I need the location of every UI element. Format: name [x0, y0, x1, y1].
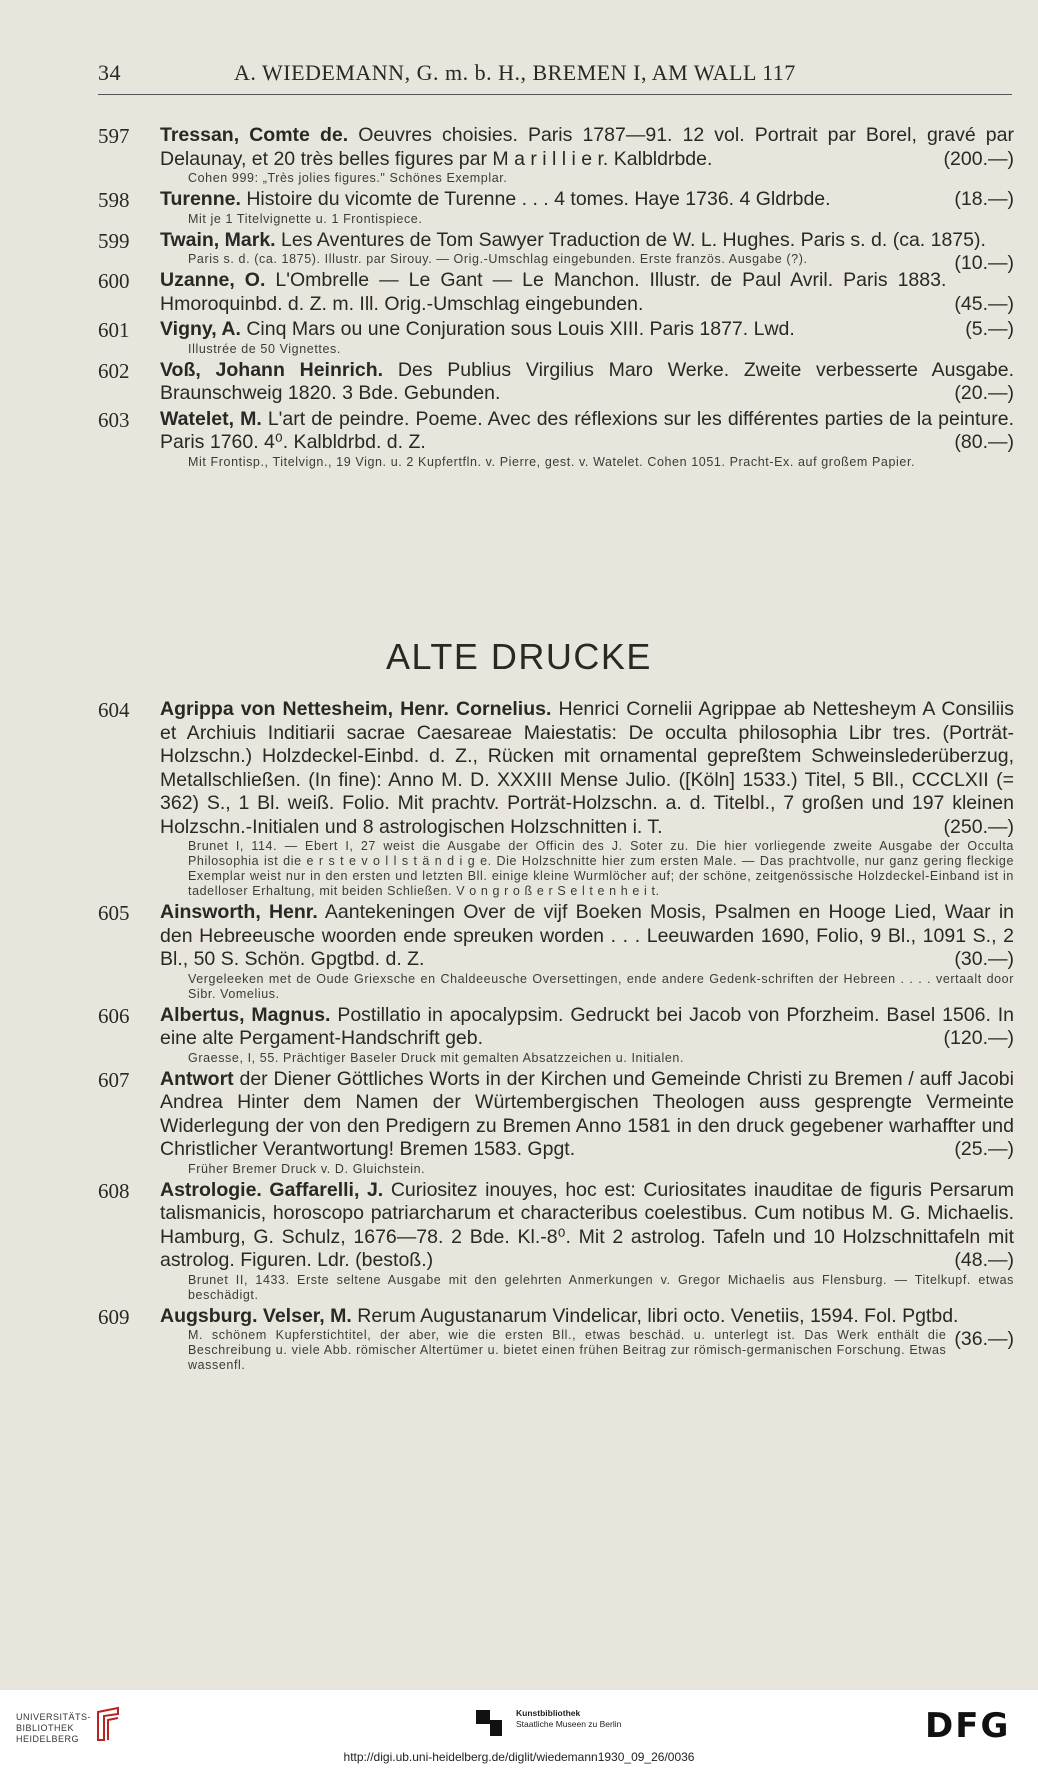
source-url[interactable]: http://digi.ub.uni-heidelberg.de/diglit/wiedemann1930_09_26/0036: [0, 1746, 1038, 1769]
uni-line-1: UNIVERSITÄTS-: [16, 1712, 92, 1722]
entry-number: 600: [98, 269, 130, 293]
uni-line-2: BIBLIOTHEK: [16, 1723, 75, 1733]
catalog-entry: [98, 359, 1014, 406]
entry-price: (200.—): [943, 147, 1014, 170]
footer-logos: [0, 1690, 1038, 1746]
entry-price: (10.—): [954, 252, 1014, 274]
entry-description: [160, 269, 1014, 316]
entry-price: (5.—): [965, 318, 1014, 340]
dfg-logo[interactable]: DFG: [925, 1706, 1011, 1746]
kb-line-1: Kunstbibliothek: [516, 1708, 581, 1718]
entry-text: Des Publius Virgilius Maro Werke. Zweite verbesserte Ausgabe. Braunschweig 1820. 3 Bde. Gebunden.: [160, 358, 1014, 404]
entry-author: Ainsworth, Henr.: [160, 901, 318, 923]
page-header: [98, 58, 1012, 95]
entry-text: Cinq Mars ou une Conjuration sous Louis XIII. Paris 1877. Lwd.: [246, 318, 795, 340]
entry-number: 605: [98, 901, 130, 925]
entry-author: Albertus, Magnus.: [160, 1003, 331, 1026]
entry-note: Mit je 1 Titelvignette u. 1 Frontispiece.: [188, 211, 423, 226]
section-title: ALTE DRUCKE: [386, 636, 652, 677]
entry-note: Graesse, I, 55. Prächtiger Baseler Druck mit gemalten Absatzzeichen u. Initialen.: [188, 1050, 685, 1065]
kb-line-2: Staatliche Museen zu Berlin: [516, 1719, 622, 1729]
entry-number: 599: [98, 228, 130, 253]
kunstbibliothek-logo-icon[interactable]: [476, 1710, 502, 1736]
entry-note: Brunet II, 1433. Erste seltene Ausgabe mit den gelehrten Anmerkungen v. Gregor Michaelis aus Flensburg. — Titelkupf. etwas beschädigt.: [188, 1272, 1014, 1302]
entry-number: 606: [98, 1003, 130, 1028]
entry-text: Oeuvres choisies. Paris 1787—91. 12 vol. Portrait par Borel, gravé par Delaunay, et 20 très belles figures par M a r i l l i e r. Kalbldrbde.: [160, 124, 1014, 170]
entry-number: 598: [98, 188, 130, 212]
uni-line-3: HEIDELBERG: [16, 1734, 80, 1744]
entry-note: Paris s. d. (ca. 1875). Illustr. par Sirouy. — Orig.-Umschlag eingebunden. Erste französ. Ausgabe (?).: [188, 252, 808, 266]
entry-description: [160, 408, 1014, 455]
entry-note: Früher Bremer Druck v. D. Gluichstein.: [188, 1161, 426, 1176]
heidelberg-library-logo[interactable]: [16, 1712, 91, 1745]
entry-author: Voß, Johann Heinrich.: [160, 358, 384, 381]
publisher-heading: A. WIEDEMANN, G. m. b. H., BREMEN I, AM WALL 117: [234, 60, 796, 85]
entry-author: Vigny, A.: [160, 318, 241, 340]
entry-number: 607: [98, 1067, 130, 1092]
catalog-entry: [98, 124, 1014, 186]
catalog-entry: [98, 269, 1014, 316]
entry-description: [160, 124, 1014, 171]
entry-number: 604: [98, 698, 130, 722]
entry-text: L'Ombrelle — Le Gant — Le Manchon. Illustr. de Paul Avril. Paris 1883. Hmoroquinbd. d. Z. m. Ill. Orig.-Umschlag eingebunden.: [160, 269, 947, 315]
catalog-entry: [98, 188, 1014, 227]
entry-author: Twain, Mark.: [160, 228, 276, 251]
entry-author: Agrippa von Nettesheim, Henr. Cornelius.: [160, 698, 552, 720]
entry-price: (80.—): [954, 431, 1014, 453]
entry-number: 597: [98, 124, 130, 148]
entry-description: [160, 318, 1014, 342]
entry-author: Watelet, M.: [160, 407, 262, 430]
entry-note: Cohen 999: „Très jolies figures." Schönes Exemplar.: [188, 171, 508, 185]
catalog-entry: [98, 228, 1014, 274]
entry-price: (250.—): [943, 815, 1014, 838]
page-number: 34: [98, 60, 121, 85]
entry-text: Postillatio in apocalypsim. Gedruckt bei Jacob von Pforzheim. Basel 1506. In eine alte Pergament-Handschrift geb.: [160, 1003, 1014, 1049]
entry-text: Rerum Augustanarum Vindelicar, libri octo. Venetiis, 1594. Fol. Pgtbd.: [357, 1304, 959, 1327]
entry-price: (48.—): [954, 1249, 1014, 1271]
entry-description: [160, 901, 1014, 972]
entry-text: Henrici Cornelii Agrippae ab Nettesheym A Consiliis et Archiuis Inditiarii sacrae Caesareae Maiestatis: De occulta philosophia Libr tres. (Porträt-Holzschn.) Holzdeckel-Einbd. d. Z., Rücken mit ornamental gepreßtem Schweinslederüberzug, Metallschließen. (In fine): Anno M. D. XXXIII Mense Julio. ([Köln] 1533.) Titel, 5 Bll., CCCLXII (= 362) S., 1 Bl. weiß. Folio. Mit prachtv. Porträt-Holzschn. a. d. Titelbl., 7 großen und 197 kleinen Holzschn.-Initialen und 8 astrologischen Holzschnitten i. T.: [160, 698, 1015, 838]
entry-price: (25.—): [954, 1138, 1014, 1160]
heidelberg-emblem-icon: [94, 1706, 122, 1742]
entry-number: 601: [98, 318, 130, 342]
catalog-entry: [98, 1179, 1014, 1303]
entry-note: Vergeleeken met de Oude Griexsche en Chaldeeusche Oversettingen, ende andere Gedenk-schriften der Hebreen . . . . vertaalt door Sibr. Vomelius.: [188, 971, 1014, 1001]
entry-number: 608: [98, 1178, 130, 1203]
catalog-entry: [98, 698, 1014, 899]
entry-description: [160, 1179, 1014, 1273]
entry-author: Augsburg. Velser, M.: [160, 1304, 352, 1327]
entry-author: Astrologie. Gaffarelli, J.: [160, 1178, 384, 1201]
entry-price: (120.—): [943, 1027, 1014, 1049]
entry-note: Illustrée de 50 Vignettes.: [188, 341, 341, 356]
entry-text: Curiositez inouyes, hoc est: Curiositates inauditae de figuris Persarum talismanicis, horoscopo patriarcharum et characteribus coelestibus. Cum notibus M. G. Michaelis. Hamburg, G. Schulz, 1676—78. 2 Bde. Kl.-8⁰. Mit 2 astrolog. Tafeln und 10 Holzschnittafeln mit astrolog. Figuren. Ldr. (bestoß.): [160, 1178, 1015, 1271]
entry-price: (18.—): [954, 188, 1014, 210]
entry-note: M. schönem Kupferstichtitel, der aber, wie die ersten Bll., etwas beschäd. u. unterlegt ist. Das Werk enthält die Beschreibung u. viele Abb. römischer Altertümer u. bietet einen frühen Beitrag zur römisch-germanischen Forschung. Etwas wassenfl.: [188, 1328, 947, 1372]
catalog-entry: [98, 1068, 1014, 1177]
catalog-entry: [98, 408, 1014, 470]
entry-text: Histoire du vicomte de Turenne . . . 4 tomes. Haye 1736. 4 Gldrbde.: [246, 188, 831, 210]
entry-note: Brunet I, 114. — Ebert I, 27 weist die Ausgabe der Officin des J. Soter zu. Die hier vorliegende zweite Ausgabe der Occulta Philosophia ist die e r s t e v o l l s t ä n d i g e. Die Holzschnitte hier zum ersten Male. — Das prachtvolle, nur ganz gering fleckige Exemplar weist nur in den ersten und letzten Bll. einige kleine Wurmlöcher auf; der schöne, zeitgenössische Holzdeckel-Einband ist in tadelloser Erhaltung, mit beiden Schließen. V o n g r o ß e r S e l t e n h e i t.: [188, 839, 1014, 898]
catalog-entry: [98, 1004, 1014, 1066]
entry-text: der Diener Göttliches Worts in der Kirchen und Gemeinde Christi zu Bremen / auff Jacobi Andrea Hinter dem Namen der Würtembergischen Theologen auss gesprengte Vermeinte Widerlegung der von den Predigern zu Bremen Anno 1581 in den druck gegebener warhaffter und Christlicher Verantwortung! Bremen 1583. Gpgt.: [160, 1067, 1014, 1160]
entry-author: Turenne.: [160, 188, 241, 210]
entry-author: Uzanne, O.: [160, 269, 266, 291]
entry-description: [160, 1004, 1014, 1051]
catalog-entry: [98, 1305, 1014, 1374]
kunstbibliothek-label: [516, 1708, 621, 1730]
entry-price: (36.—): [954, 1328, 1014, 1350]
entry-price: (45.—): [954, 292, 1014, 315]
entry-description: [160, 359, 1014, 406]
entry-author: Antwort: [160, 1067, 234, 1090]
entry-description: [160, 188, 1014, 212]
entry-description: [160, 698, 1014, 839]
entry-text: L'art de peindre. Poeme. Avec des réflexions sur les différentes parties de la peinture. Paris 1760. 4⁰. Kalbldrbd. d. Z.: [160, 407, 1015, 453]
entry-price: (30.—): [954, 948, 1014, 970]
entry-text: Les Aventures de Tom Sawyer Traduction de W. L. Hughes. Paris s. d. (ca. 1875).: [281, 228, 986, 251]
entry-number: 609: [98, 1304, 130, 1329]
catalog-entry: [98, 318, 1014, 357]
entry-number: 602: [98, 358, 130, 383]
catalog-entry: [98, 901, 1014, 1002]
entry-author: Tressan, Comte de.: [160, 124, 349, 146]
entry-price: (20.—): [954, 382, 1014, 404]
entry-note: Mit Frontisp., Titelvign., 19 Vign. u. 2 Kupfertfln. v. Pierre, gest. v. Watelet. Cohen 1051. Pracht-Ex. auf großem Papier.: [188, 454, 916, 469]
entry-number: 603: [98, 407, 130, 432]
entry-description: [160, 1068, 1014, 1162]
entry-list-top: [98, 124, 1014, 472]
entry-list-bottom: [98, 698, 1014, 1375]
entry-text: Aantekeningen Over de vijf Boeken Mosis, Psalmen en Hooge Lied, Waar in den Hebreeusche woorden ende spreuken worden . . . Leeuwarden 1690, Folio, 9 Bl., 1091 S., 2 Bl., 50 S. Schön. Gpgtbd. d. Z.: [160, 901, 1015, 970]
